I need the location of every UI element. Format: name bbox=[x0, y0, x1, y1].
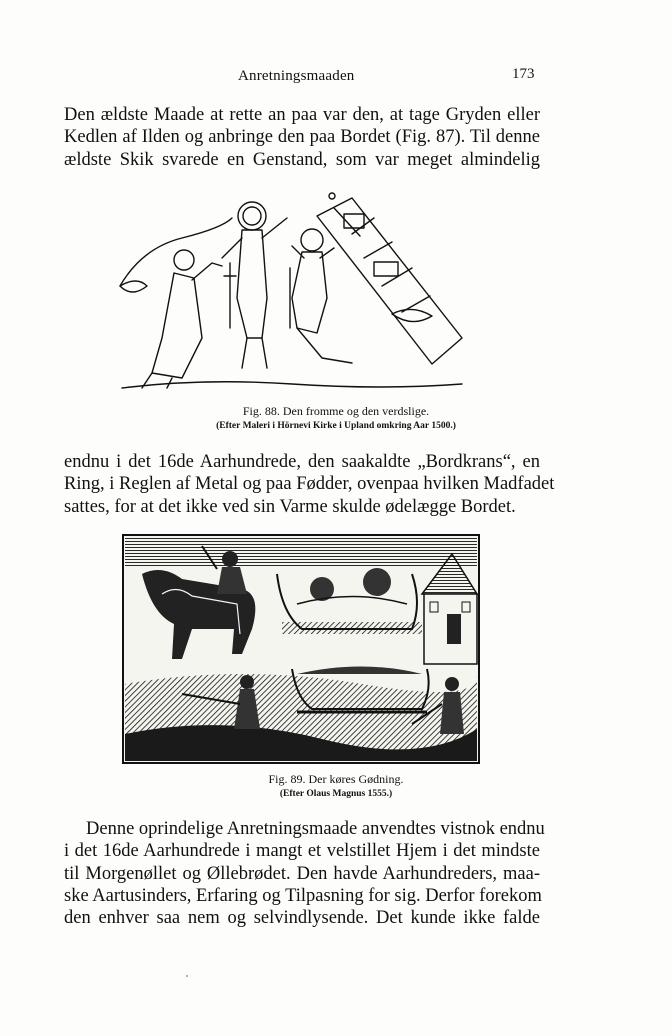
figure-88-source: (Efter Maleri i Hörnevi Kirke i Upland omkring Aar 1500.) bbox=[216, 421, 456, 431]
figure-89-woodcut bbox=[122, 534, 480, 764]
text-line: Ring, i Reglen af Metal og paa Fødder, ovenpaa hvilken Madfadet bbox=[64, 474, 555, 495]
paragraph-3 bbox=[64, 818, 545, 929]
text-line: Den ældste Maade at rette an paa var den, at tage Gryden eller bbox=[64, 105, 540, 125]
text-line: til Morgenøllet og Øllebrødet. Den havde Aarhundreders, maa- bbox=[64, 863, 540, 884]
text-line: den enhver saa nem og selvindlysende. Det kunde ikke falde bbox=[64, 908, 540, 929]
figure-89-source: (Efter Olaus Magnus 1555.) bbox=[279, 789, 393, 799]
text-line: Kedlen af Ilden og anbringe den paa Bordet (Fig. 87). Til denne bbox=[64, 127, 540, 148]
paper-speck bbox=[186, 975, 188, 977]
figure-88-caption: Fig. 88. Den fromme og den verdslige. bbox=[242, 404, 430, 418]
figure-89-caption: Fig. 89. Der køres Gødning. bbox=[268, 772, 404, 786]
text-line: ske Aartusinders, Erfaring og Tilpasning for sig. Derfor forekom bbox=[64, 885, 542, 906]
paragraph-2 bbox=[64, 451, 555, 518]
text-line: Denne oprindelige Anretningsmaade anvendtes vistnok endnu bbox=[86, 819, 545, 839]
figure-88-illustration bbox=[112, 188, 468, 402]
page-number: 173 bbox=[512, 66, 535, 82]
text-line: ældste Skik svarede en Genstand, som var meget almindelig bbox=[64, 149, 540, 170]
text-line: sattes, for at det ikke ved sin Varme skulde ødelægge Bordet. bbox=[64, 496, 516, 517]
text-line: i det 16de Aarhundrede i mangt et velstillet Hjem i det mindste bbox=[64, 841, 540, 862]
paragraph-1 bbox=[64, 104, 540, 171]
running-header: Anretningsmaaden bbox=[238, 68, 355, 84]
text-line: endnu i det 16de Aarhundrede, den saakaldte „Bordkrans“, en bbox=[64, 452, 540, 472]
